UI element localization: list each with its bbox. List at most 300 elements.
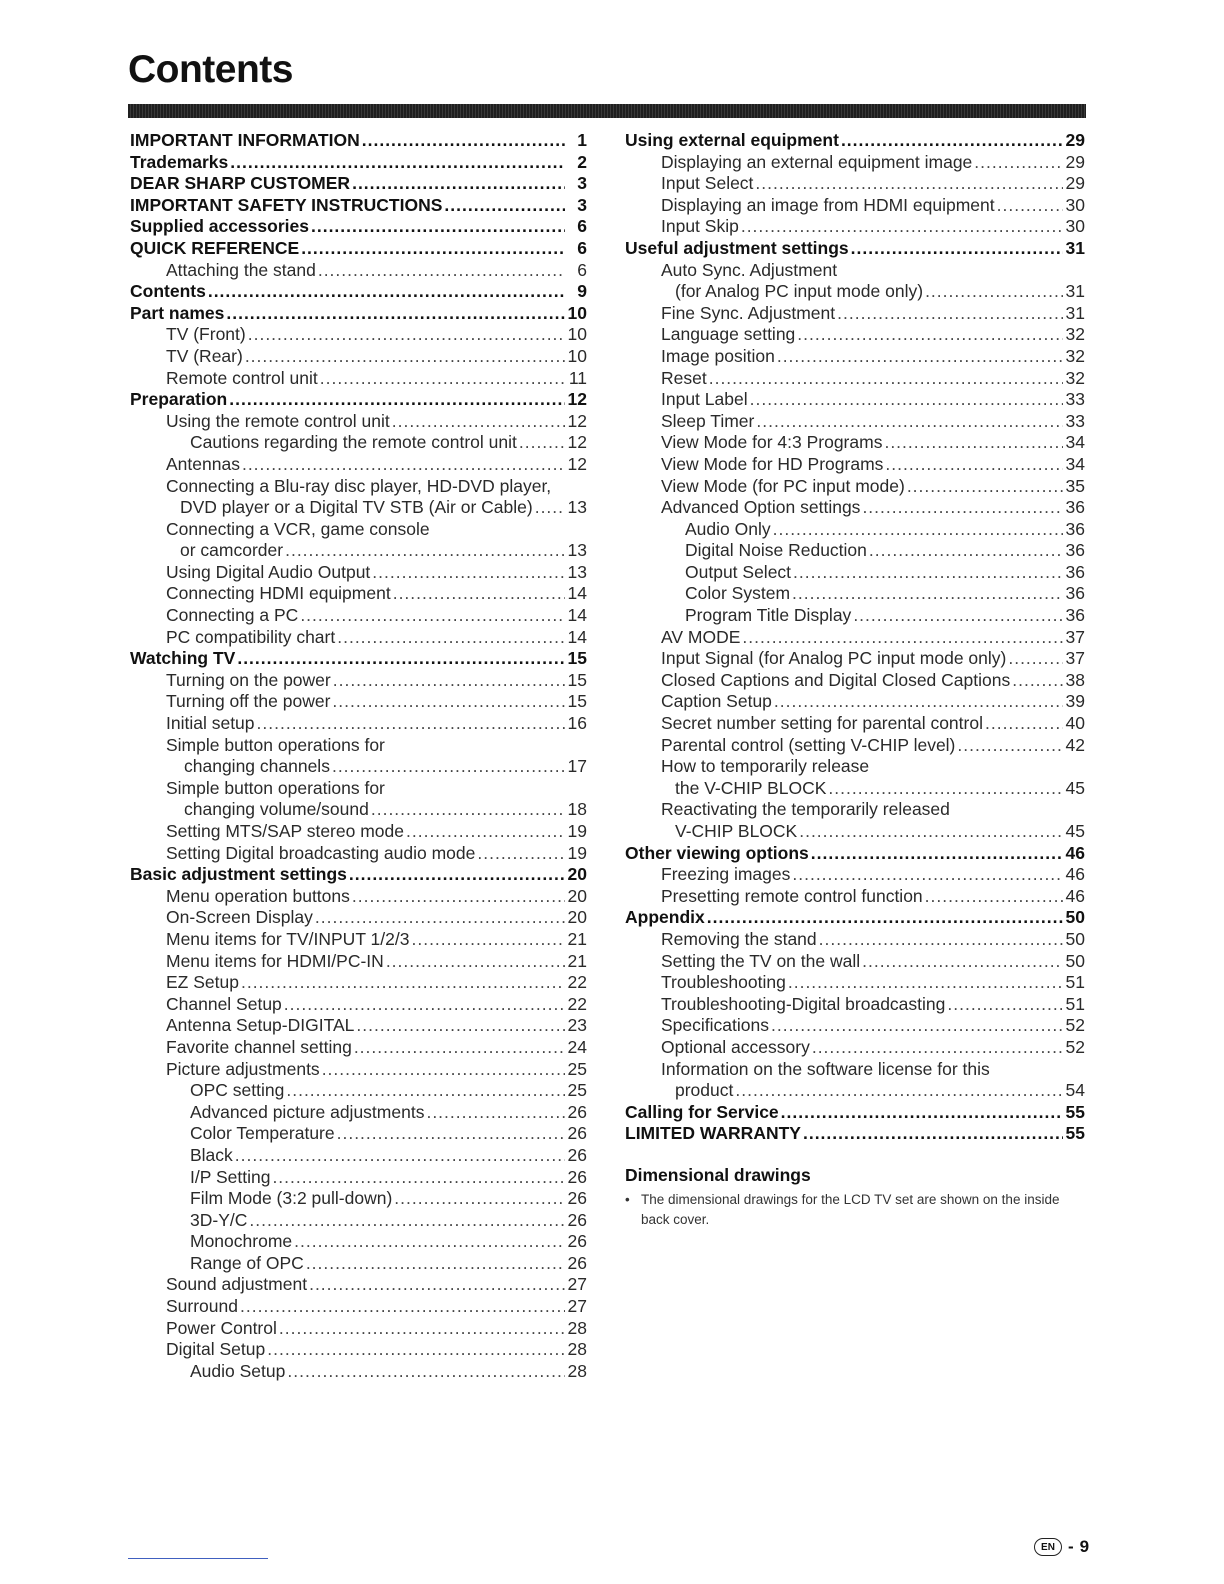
toc-entry-title: Connecting a PC [166, 605, 299, 626]
toc-sub-entry[interactable] [130, 843, 587, 865]
toc-sub-entry[interactable] [625, 670, 1085, 692]
toc-section-entry[interactable] [130, 152, 587, 174]
toc-page-number: 16 [567, 713, 587, 734]
toc-leader-dots [248, 324, 565, 346]
toc-page-number: 9 [577, 281, 587, 302]
toc-page-number: 19 [567, 842, 587, 863]
toc-leader-dots [957, 735, 1063, 757]
toc-page-number: 52 [1065, 1036, 1085, 1057]
toc-entry-title: QUICK REFERENCE [130, 237, 300, 258]
toc-entry-title: Using external equipment [625, 130, 839, 150]
toc-page-number: 50 [1065, 950, 1085, 971]
toc-page-number: 52 [1065, 1015, 1085, 1036]
toc-page-number: 28 [567, 1339, 587, 1360]
toc-sub-entry[interactable] [130, 346, 587, 368]
toc-sub-entry[interactable] [625, 951, 1085, 973]
toc-sub-entry[interactable] [130, 562, 587, 584]
toc-section-entry[interactable] [130, 130, 587, 152]
toc-sub-entry[interactable] [625, 778, 1085, 800]
toc-leader-dots [249, 1210, 565, 1232]
page-number: 9 [1079, 1537, 1090, 1556]
toc-entry-title: Audio Setup [190, 1360, 286, 1381]
toc-sub-entry[interactable] [130, 1296, 587, 1318]
toc-page-number: 31 [1065, 302, 1085, 323]
toc-leader-dots [477, 843, 565, 865]
toc-entry-title: TV (Rear) [166, 345, 243, 366]
toc-entry-title: DEAR SHARP CUSTOMER [130, 173, 351, 194]
toc-page-number: 14 [567, 605, 587, 626]
toc-entry-title: Digital Setup [166, 1339, 266, 1360]
toc-sub-entry[interactable] [130, 1167, 587, 1189]
toc-leader-dots [811, 843, 1063, 865]
toc-page-number: 36 [1065, 540, 1085, 561]
toc-entry-title: Using Digital Audio Output [166, 561, 371, 582]
toc-entry-title: Troubleshooting-Digital broadcasting [661, 993, 946, 1014]
toc-sub-entry[interactable] [130, 799, 587, 821]
dimensional-drawings-heading: Dimensional drawings [625, 1165, 811, 1185]
toc-page-number: 37 [1065, 648, 1085, 669]
toc-leader-dots [771, 1015, 1063, 1037]
toc-entry-title: Input Signal (for Analog PC input mode only) [661, 648, 1007, 669]
toc-entry-title: PC compatibility chart [166, 626, 336, 647]
toc-leader-dots [411, 929, 565, 951]
toc-entry-title: View Mode (for PC input mode) [661, 475, 905, 496]
toc-sub-entry[interactable] [625, 562, 1085, 584]
toc-sub-entry[interactable] [625, 497, 1085, 519]
toc-page-number: 55 [1065, 1123, 1085, 1144]
toc-sub-entry[interactable] [130, 1037, 587, 1059]
toc-leader-dots [841, 130, 1063, 152]
toc-entry-title: View Mode for HD Programs [661, 453, 884, 474]
toc-section-entry[interactable] [130, 238, 587, 260]
toc-section-entry[interactable] [625, 907, 1085, 929]
toc-leader-dots [862, 497, 1063, 519]
toc-entry-title: Surround [166, 1296, 238, 1317]
toc-leader-dots [925, 281, 1063, 303]
toc-sub-entry[interactable] [130, 627, 587, 649]
toc-entry-title: Remote control unit [166, 367, 318, 388]
toc-leader-dots [287, 1361, 565, 1383]
toc-sub-entry[interactable] [130, 324, 587, 346]
toc-page-number: 26 [567, 1209, 587, 1230]
toc-page-number: 29 [1065, 130, 1085, 150]
toc-entry-title: or camcorder [180, 540, 284, 561]
toc-sub-entry[interactable] [130, 713, 587, 735]
toc-sub-entry[interactable] [130, 1102, 587, 1124]
toc-entry-title: Picture adjustments [166, 1058, 320, 1079]
toc-sub-entry[interactable] [130, 519, 587, 541]
toc-leader-dots [392, 411, 565, 433]
toc-page-number: 3 [577, 194, 587, 215]
toc-leader-dots [311, 216, 565, 238]
toc-sub-entry[interactable] [625, 821, 1085, 843]
toc-sub-entry[interactable] [625, 411, 1085, 433]
toc-leader-dots [742, 627, 1063, 649]
toc-entry-title: Color Temperature [190, 1123, 335, 1144]
toc-sub-entry[interactable] [625, 260, 1085, 282]
toc-sub-entry[interactable] [625, 324, 1085, 346]
toc-leader-dots [406, 821, 565, 843]
toc-entry-title: Using the remote control unit [166, 410, 390, 431]
toc-sub-entry[interactable] [130, 886, 587, 908]
toc-sub-entry[interactable] [130, 605, 587, 627]
toc-entry-title: Menu items for HDMI/PC-IN [166, 950, 384, 971]
toc-sub-entry[interactable] [130, 411, 587, 433]
toc-page-number: 29 [1065, 151, 1085, 172]
toc-leader-dots [354, 1037, 565, 1059]
toc-entry-title: TV (Front) [166, 324, 246, 345]
toc-sub-entry[interactable] [130, 1059, 587, 1081]
toc-sub-entry[interactable] [130, 1339, 587, 1361]
toc-entry-title: Menu operation buttons [166, 885, 350, 906]
toc-sub-entry[interactable] [130, 735, 587, 757]
toc-entry-title: Auto Sync. Adjustment [661, 259, 838, 280]
toc-page-number: 15 [567, 648, 587, 669]
toc-leader-dots [284, 994, 565, 1016]
toc-leader-dots [853, 605, 1063, 627]
toc-sub-entry[interactable] [130, 368, 587, 390]
toc-section-entry[interactable] [625, 238, 1085, 260]
toc-leader-dots [337, 1123, 565, 1145]
toc-sub-entry[interactable] [625, 346, 1085, 368]
toc-section-entry[interactable] [130, 389, 587, 411]
toc-sub-entry[interactable] [130, 1145, 587, 1167]
toc-entry-title: Turning off the power [166, 691, 331, 712]
toc-entry-title: changing volume/sound [184, 799, 369, 820]
toc-entry-title: (for Analog PC input mode only) [675, 281, 924, 302]
toc-sub-entry[interactable] [625, 152, 1085, 174]
toc-leader-dots [245, 346, 565, 368]
toc-leader-dots [797, 324, 1063, 346]
toc-entry-title: Fine Sync. Adjustment [661, 302, 836, 323]
toc-leader-dots [707, 907, 1063, 929]
toc-leader-dots [851, 238, 1063, 260]
toc-leader-dots [774, 691, 1063, 713]
toc-section-entry[interactable] [130, 195, 587, 217]
toc-page-number: 13 [567, 497, 587, 518]
toc-page-number: 46 [1065, 885, 1085, 906]
toc-leader-dots [741, 216, 1063, 238]
toc-page-number: 20 [567, 864, 587, 885]
toc-page-number: 36 [1065, 497, 1085, 518]
toc-section-entry[interactable] [130, 648, 587, 670]
toc-leader-dots [332, 756, 565, 778]
toc-sub-entry[interactable] [625, 1059, 1085, 1081]
toc-page-number: 21 [567, 950, 587, 971]
toc-sub-entry[interactable] [130, 540, 587, 562]
toc-page-number: 14 [567, 626, 587, 647]
toc-sub-entry[interactable] [625, 605, 1085, 627]
toc-page-number: 30 [1065, 194, 1085, 215]
toc-page-number: 17 [567, 756, 587, 777]
toc-sub-entry[interactable] [625, 195, 1085, 217]
toc-entry-title: Input Skip [661, 216, 739, 237]
toc-sub-entry[interactable] [625, 799, 1085, 821]
title-rule [128, 104, 1086, 118]
toc-entry-title: Caption Setup [661, 691, 772, 712]
toc-entry-title: Information on the software license for this [661, 1058, 990, 1079]
toc-entry-title: Connecting a VCR, game console [166, 518, 430, 539]
toc-section-entry[interactable] [130, 864, 587, 886]
toc-sub-entry[interactable] [625, 389, 1085, 411]
toc-sub-entry[interactable] [130, 691, 587, 713]
toc-page-number: 55 [1065, 1101, 1085, 1122]
toc-sub-entry[interactable] [130, 583, 587, 605]
toc-page-number: 36 [1065, 561, 1085, 582]
toc-entry-title: Secret number setting for parental control [661, 713, 983, 734]
toc-leader-dots [1008, 648, 1063, 670]
toc-entry-title: Film Mode (3:2 pull-down) [190, 1188, 393, 1209]
toc-sub-entry[interactable] [130, 454, 587, 476]
toc-sub-entry[interactable] [130, 476, 587, 498]
toc-sub-entry[interactable] [625, 627, 1085, 649]
toc-page-number: 30 [1065, 216, 1085, 237]
toc-sub-entry[interactable] [130, 778, 587, 800]
toc-page-number: 11 [568, 367, 587, 388]
toc-section-entry[interactable] [130, 173, 587, 195]
toc-page-number: 45 [1065, 821, 1085, 841]
toc-sub-entry[interactable] [130, 1361, 587, 1383]
toc-page-number: 3 [577, 173, 587, 194]
toc-leader-dots [362, 130, 565, 152]
toc-sub-entry[interactable] [625, 173, 1085, 195]
toc-sub-entry[interactable] [625, 281, 1085, 303]
toc-entry-title: Simple button operations for [166, 734, 385, 755]
toc-page-number: 21 [567, 928, 587, 949]
toc-entry-title: IMPORTANT SAFETY INSTRUCTIONS [130, 194, 443, 215]
toc-sub-entry[interactable] [130, 1080, 587, 1102]
toc-leader-dots [393, 583, 565, 605]
toc-sub-entry[interactable] [130, 260, 587, 282]
toc-entry-title: Reactivating the temporarily released [661, 799, 950, 820]
toc-leader-dots [257, 713, 565, 735]
toc-sub-entry[interactable] [130, 1274, 587, 1296]
toc-page-number: 50 [1065, 907, 1085, 928]
toc-page-number: 34 [1065, 432, 1085, 453]
toc-entry-title: Input Label [661, 389, 748, 410]
toc-entry-title: Menu items for TV/INPUT 1/2/3 [166, 928, 410, 949]
toc-entry-title: Removing the stand [661, 928, 817, 949]
toc-sub-entry[interactable] [625, 1037, 1085, 1059]
toc-sub-entry[interactable] [130, 670, 587, 692]
toc-sub-entry[interactable] [625, 303, 1085, 325]
toc-leader-dots [885, 454, 1063, 476]
toc-sub-entry[interactable] [625, 519, 1085, 541]
toc-entry-title: Power Control [166, 1317, 277, 1338]
toc-leader-dots [322, 1059, 565, 1081]
toc-right-column [625, 130, 1085, 1145]
toc-entry-title: View Mode for 4:3 Programs [661, 432, 883, 453]
toc-page-number: 20 [567, 907, 587, 928]
toc-sub-entry[interactable] [625, 1080, 1085, 1102]
toc-sub-entry[interactable] [130, 907, 587, 929]
toc-sub-entry[interactable] [625, 476, 1085, 498]
toc-page-number: 50 [1065, 928, 1085, 949]
toc-sub-entry[interactable] [625, 648, 1085, 670]
toc-page-number: 39 [1065, 691, 1085, 712]
toc-leader-dots [869, 540, 1063, 562]
toc-entry-title: Setting the TV on the wall [661, 950, 861, 971]
toc-page-number: 22 [567, 993, 587, 1014]
toc-sub-entry[interactable] [625, 864, 1085, 886]
toc-page-number: 25 [567, 1080, 587, 1101]
toc-sub-entry[interactable] [625, 886, 1085, 908]
toc-sub-entry[interactable] [130, 497, 587, 519]
toc-leader-dots [226, 303, 565, 325]
language-badge-icon: EN [1034, 1538, 1062, 1556]
page-footer [1034, 1537, 1089, 1557]
toc-leader-dots [237, 648, 565, 670]
toc-entry-title: AV MODE [661, 626, 741, 647]
toc-page-number: 36 [1065, 583, 1085, 604]
toc-section-entry[interactable] [625, 1123, 1085, 1145]
toc-page-number: 12 [567, 453, 587, 474]
toc-entry-title: Appendix [625, 907, 705, 928]
toc-entry-title: Monochrome [190, 1231, 293, 1252]
toc-sub-entry[interactable] [130, 756, 587, 778]
toc-entry-title: Language setting [661, 324, 796, 345]
toc-page-number: 33 [1065, 410, 1085, 431]
toc-sub-entry[interactable] [625, 432, 1085, 454]
toc-sub-entry[interactable] [625, 1015, 1085, 1037]
toc-page-number: 33 [1065, 389, 1085, 410]
toc-page-number: 13 [567, 540, 587, 561]
toc-sub-entry[interactable] [130, 951, 587, 973]
toc-entry-title: Antenna Setup-DIGITAL [166, 1015, 355, 1036]
toc-sub-entry[interactable] [625, 972, 1085, 994]
toc-leader-dots [1012, 670, 1063, 692]
toc-entry-title: Cautions regarding the remote control unit [190, 432, 517, 453]
toc-section-entry[interactable] [625, 1102, 1085, 1124]
toc-entry-title: Audio Only [685, 518, 771, 539]
toc-entry-title: Favorite channel setting [166, 1036, 352, 1057]
toc-sub-entry[interactable] [130, 1231, 587, 1253]
toc-leader-dots [735, 1080, 1063, 1102]
toc-page-number: 32 [1065, 367, 1085, 388]
toc-leader-dots [773, 519, 1063, 541]
page-separator: - [1068, 1537, 1074, 1556]
toc-section-entry[interactable] [130, 281, 587, 303]
toc-page-number: 28 [567, 1360, 587, 1381]
toc-section-entry[interactable] [625, 843, 1085, 865]
toc-leader-dots [788, 972, 1063, 994]
toc-entry-title: Program Title Display [685, 605, 852, 626]
toc-leader-dots [803, 1123, 1063, 1145]
toc-entry-title: Sound adjustment [166, 1274, 308, 1295]
toc-sub-entry[interactable] [130, 821, 587, 843]
toc-page-number: 24 [567, 1036, 587, 1057]
toc-page-number: 10 [567, 324, 587, 345]
toc-section-entry[interactable] [625, 130, 1085, 152]
toc-entry-title: V-CHIP BLOCK [675, 821, 798, 841]
toc-page-number: 26 [567, 1252, 587, 1273]
toc-entry-title: Freezing images [661, 864, 791, 885]
toc-leader-dots [300, 605, 565, 627]
toc-page-number: 26 [567, 1231, 587, 1252]
toc-section-entry[interactable] [130, 303, 587, 325]
toc-sub-entry[interactable] [130, 1253, 587, 1275]
toc-leader-dots [242, 454, 565, 476]
toc-page-number: 20 [567, 885, 587, 906]
toc-sub-entry[interactable] [130, 1015, 587, 1037]
toc-leader-dots [925, 886, 1063, 908]
toc-leader-dots [394, 1188, 565, 1210]
toc-page-number: 19 [567, 821, 587, 841]
toc-entry-title: Part names [130, 302, 225, 323]
toc-page-number: 42 [1065, 734, 1085, 755]
toc-entry-title: Advanced picture adjustments [190, 1101, 425, 1122]
toc-page-number: 34 [1065, 453, 1085, 474]
toc-section-entry[interactable] [130, 216, 587, 238]
toc-sub-entry[interactable] [130, 1188, 587, 1210]
toc-entry-title: Other viewing options [625, 842, 809, 863]
toc-page-number: 6 [577, 216, 587, 237]
toc-sub-entry[interactable] [625, 216, 1085, 238]
toc-sub-entry[interactable] [130, 1123, 587, 1145]
toc-entry-title: Displaying an image from HDMI equipment [661, 194, 995, 215]
toc-leader-dots [792, 864, 1063, 886]
toc-sub-entry[interactable] [625, 368, 1085, 390]
toc-sub-entry[interactable] [625, 756, 1085, 778]
toc-leader-dots [337, 627, 565, 649]
toc-leader-dots [306, 1253, 565, 1275]
toc-leader-dots [947, 994, 1063, 1016]
toc-sub-entry[interactable] [625, 994, 1085, 1016]
toc-entry-title: Parental control (setting V-CHIP level) [661, 734, 956, 755]
toc-sub-entry[interactable] [625, 454, 1085, 476]
toc-entry-title: Attaching the stand [166, 259, 316, 280]
toc-page-number: 54 [1065, 1080, 1085, 1101]
toc-leader-dots [793, 562, 1063, 584]
toc-sub-entry[interactable] [130, 1210, 587, 1232]
toc-leader-dots [229, 389, 565, 411]
toc-sub-entry[interactable] [625, 691, 1085, 713]
toc-sub-entry[interactable] [130, 432, 587, 454]
toc-leader-dots [294, 1231, 565, 1253]
toc-sub-entry[interactable] [130, 972, 587, 994]
toc-sub-entry[interactable] [625, 735, 1085, 757]
toc-page-number: 31 [1065, 237, 1085, 258]
toc-entry-title: Closed Captions and Digital Closed Captions [661, 669, 1011, 690]
toc-page-number: 18 [567, 799, 587, 820]
toc-sub-entry[interactable] [625, 713, 1085, 735]
toc-entry-title: On-Screen Display [166, 907, 313, 928]
toc-entry-title: OPC setting [190, 1080, 285, 1101]
toc-sub-entry[interactable] [625, 540, 1085, 562]
toc-entry-title: DVD player or a Digital TV STB (Air or Cable) [180, 497, 533, 518]
toc-sub-entry[interactable] [130, 1318, 587, 1340]
toc-entry-title: product [675, 1080, 734, 1101]
toc-leader-dots [235, 1145, 565, 1167]
toc-leader-dots [371, 799, 565, 821]
toc-leader-dots [755, 173, 1063, 195]
toc-sub-entry[interactable] [625, 583, 1085, 605]
toc-leader-dots [756, 411, 1063, 433]
toc-sub-entry[interactable] [625, 929, 1085, 951]
toc-entry-title: IMPORTANT INFORMATION [130, 130, 360, 150]
toc-leader-dots [792, 583, 1063, 605]
toc-leader-dots [519, 432, 565, 454]
toc-leader-dots [285, 540, 565, 562]
toc-leader-dots [777, 346, 1063, 368]
toc-page-number: 27 [567, 1274, 587, 1295]
toc-page-number: 46 [1065, 864, 1085, 885]
toc-sub-entry[interactable] [130, 994, 587, 1016]
toc-entry-title: Antennas [166, 453, 240, 474]
toc-page-number: 27 [567, 1296, 587, 1317]
toc-sub-entry[interactable] [130, 929, 587, 951]
toc-entry-title: Channel Setup [166, 993, 282, 1014]
